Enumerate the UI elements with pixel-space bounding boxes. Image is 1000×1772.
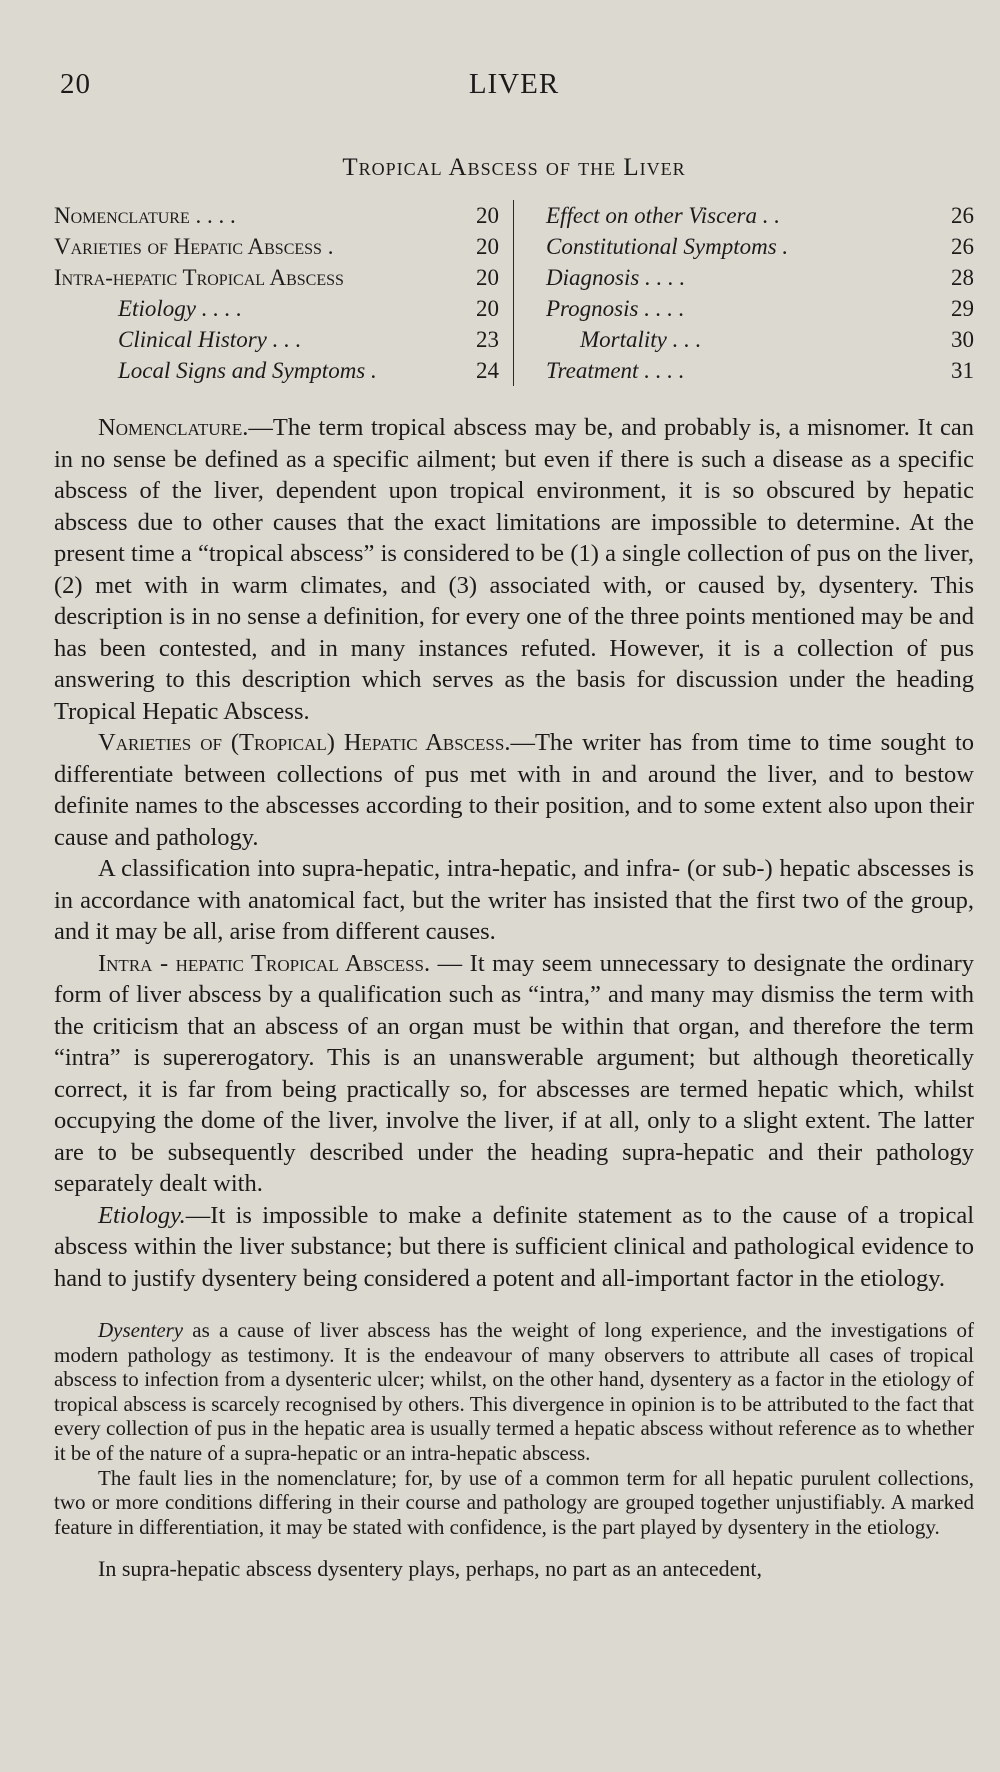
- toc-entry: [54, 231, 499, 262]
- paragraph-text: In supra-hepatic abscess dysentery plays, perhaps, no part as an antecedent,: [98, 1556, 763, 1582]
- section-heading: Nomenclature.: [98, 414, 249, 441]
- toc-entry-label: Constitutional Symptoms .: [546, 234, 789, 259]
- main-text: [54, 412, 974, 1294]
- paragraph-text: A classification into supra-hepatic, intra-hepatic, and infra- (or sub-) hepatic abscesses is in accordance with anatomical fact, but the writer has insisted that the first two of the group, and it may be all, arise from different causes.: [54, 855, 974, 945]
- toc-entry-page: 20: [476, 234, 499, 259]
- toc-entry-label: Varieties of Hepatic Abscess .: [54, 234, 334, 259]
- toc-right-column: [514, 200, 974, 386]
- paragraph-text: as a cause of liver abscess has the weight of long experience, and the investigations of modern pathology as testimony. It is the endeavour of many observers to attribute all cases of tropical abscess to infection from a dysenteric ulcer; whilst, on the other hand, dysentery as a factor in the etiology of tropical abscess is scarcely recognised by others. This divergence in opinion is to be attributed to the fact that every collection of pus in the hepatic area is usually termed a hepatic abscess without reference as to whether it be of the nature of a supra-hepatic or an intra-hepatic abscess.: [54, 1318, 974, 1465]
- paragraph-text: —The writer has from time to time sought to differentiate between collections of pus met with in and around the liver, and to bestow definite names to the abscesses according to their position, and to some extent also upon their cause and pathology.: [54, 729, 975, 851]
- toc-entry-page: 28: [951, 265, 974, 290]
- toc-entry: [546, 324, 974, 355]
- toc-entry: [546, 262, 974, 293]
- paragraph-classification: [54, 853, 974, 948]
- toc-entry-label: Effect on other Viscera . .: [546, 203, 780, 228]
- paragraph-nomenclature: [54, 412, 974, 727]
- section-heading: Etiology.: [98, 1201, 186, 1229]
- toc-entry: [54, 200, 499, 231]
- toc-entry-label: Nomenclature . . . .: [54, 203, 236, 228]
- running-header: [54, 66, 974, 106]
- paragraph-text: The fault lies in the nomenclature; for, by use of a common term for all hepatic purulent collections, two or more conditions differing in their course and pathology are grouped together unjustifiably. A marked feature in differentiation, it may be stated with confidence, is the part played by dysentery in the etiology.: [54, 1465, 974, 1539]
- chapter-title: Tropical Abscess of the Liver: [342, 154, 686, 181]
- toc-entry-label: Intra-hepatic Tropical Abscess: [54, 265, 344, 290]
- toc-entry-page: 24: [476, 358, 499, 383]
- table-of-contents: [54, 200, 974, 386]
- toc-entry-label: Mortality . . .: [580, 327, 702, 352]
- toc-entry-page: 30: [951, 327, 974, 352]
- toc-entry-label: Treatment . . . .: [546, 358, 685, 383]
- toc-entry-page: 29: [951, 296, 974, 321]
- section-heading: Varieties of (Tropical) Hepatic Abscess.: [98, 729, 511, 756]
- running-title: LIVER: [468, 68, 560, 100]
- toc-entry-page: 20: [476, 265, 499, 290]
- paragraph-varieties: [54, 727, 974, 853]
- toc-entry-page: 26: [951, 203, 974, 228]
- toc-entry-page: 23: [476, 327, 499, 352]
- section-heading: Intra - hepatic Tropical Abscess.: [98, 949, 431, 977]
- toc-entry: [546, 231, 974, 262]
- toc-entry: [546, 293, 974, 324]
- small-print-text: [54, 1318, 974, 1582]
- paragraph-intra-hepatic: [54, 948, 974, 1200]
- paragraph-etiology: [54, 1200, 974, 1295]
- paragraph-fault: [54, 1466, 974, 1540]
- toc-entry: [54, 293, 499, 324]
- toc-entry-page: 20: [476, 203, 499, 228]
- toc-entry-label: Etiology . . . .: [118, 296, 242, 321]
- toc-entry: [54, 262, 499, 293]
- toc-entry-label: Local Signs and Symptoms .: [118, 358, 377, 383]
- toc-entry-page: 31: [951, 358, 974, 383]
- paragraph-text: —It is impossible to make a definite statement as to the cause of a tropical abscess within the liver substance; but there is sufficient clinical and pathological evidence to hand to justify dysentery being considered a potent and all-important factor in the etiology.: [54, 1201, 974, 1292]
- toc-left-column: [54, 200, 514, 386]
- paragraph-supra-hepatic: [54, 1557, 974, 1582]
- toc-entry-label: Prognosis . . . .: [546, 296, 685, 321]
- toc-entry: [546, 355, 974, 386]
- section-heading: Dysentery: [98, 1318, 184, 1342]
- paragraph-dysentery: [54, 1318, 974, 1466]
- paragraph-text: — It may seem unnecessary to designate the ordinary form of liver abscess by a qualification such as “intra,” and many may dismiss the term with the criticism that an abscess of an organ must be within that organ, and therefore the term “intra” is supererogatory. This is an unanswerable argument; but although theoretically correct, it is far from being practically so, for abscesses are termed hepatic which, whilst occupying the dome of the liver, involve the liver, if at all, only to a slight extent. The latter are to be subsequently described under the heading supra-hepatic and their pathology separately dealt with.: [54, 949, 974, 1197]
- toc-entry: [546, 200, 974, 231]
- toc-entry-page: 26: [951, 234, 974, 259]
- page-number: 20: [60, 68, 91, 100]
- paragraph-text: —The term tropical abscess may be, and probably is, a misnomer. It can in no sense be defined as a specific ailment; but even if there is such a disease as a specific abscess of the liver, dependent upon tropical environment, it is so obscured by hepatic abscess due to other causes that the exact limitations are impossible to determine. At the present time a “tropical abscess” is considered to be (1) a single collection of pus on the liver, (2) met with in warm climates, and (3) associated with, or caused by, dysentery. This description is in no sense a definition, for every one of the three points mentioned may be and has been contested, and in many instances refuted. However, it is a collection of pus answering to this description which serves as the basis for discussion under the heading Tropical Hepatic Abscess.: [54, 414, 974, 725]
- toc-entry-label: Diagnosis . . . .: [546, 265, 686, 290]
- toc-entry: [54, 355, 499, 386]
- toc-entry-label: Clinical History . . .: [118, 327, 302, 352]
- toc-entry: [54, 324, 499, 355]
- toc-entry-page: 20: [476, 296, 499, 321]
